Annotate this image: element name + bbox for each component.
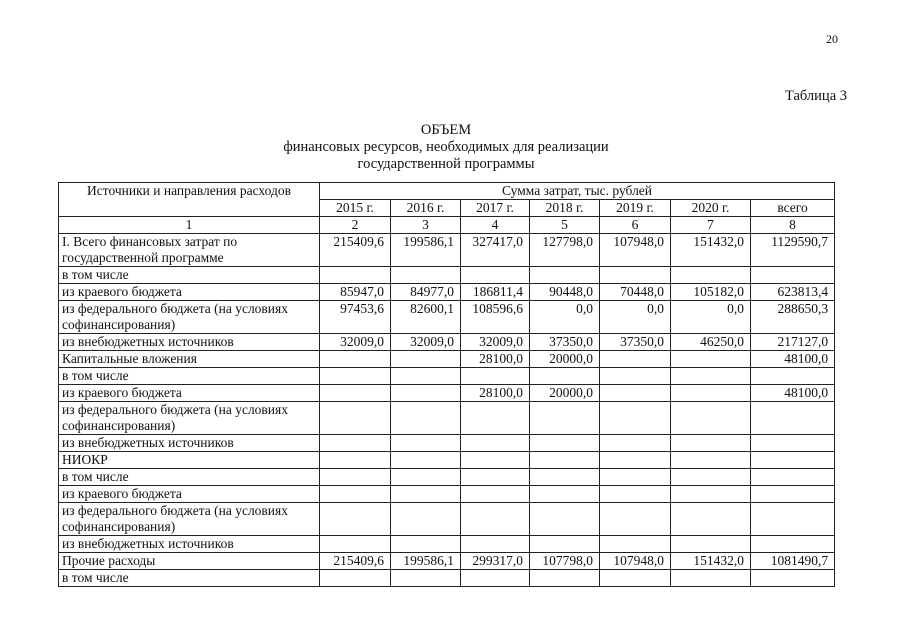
header-year: 2016 г. [391, 200, 461, 217]
row-label: из федерального бюджета (на условиях софинансирования) [59, 503, 320, 536]
heading-title: ОБЪЕМ [420, 122, 472, 138]
row-value: 28100,0 [461, 385, 530, 402]
row-value: 107948,0 [600, 553, 671, 570]
row-value [530, 267, 600, 284]
table-row [59, 385, 835, 402]
row-value: 32009,0 [320, 334, 391, 351]
table-row [59, 234, 835, 267]
row-value [461, 469, 530, 486]
table-row [59, 536, 835, 553]
row-value [530, 469, 600, 486]
row-value: 1081490,7 [751, 553, 835, 570]
row-value: 199586,1 [391, 234, 461, 267]
row-label: из внебюджетных источников [59, 536, 320, 553]
row-value: 105182,0 [671, 284, 751, 301]
row-value [391, 267, 461, 284]
row-value: 0,0 [671, 301, 751, 334]
row-value [461, 452, 530, 469]
row-value [671, 469, 751, 486]
row-value [461, 570, 530, 587]
row-value: 151432,0 [671, 234, 751, 267]
row-value [320, 368, 391, 385]
row-value [671, 570, 751, 587]
row-value [600, 368, 671, 385]
row-value: 215409,6 [320, 234, 391, 267]
row-value: 82600,1 [391, 301, 461, 334]
row-value [391, 368, 461, 385]
row-value [751, 503, 835, 536]
header-year: 2020 г. [671, 200, 751, 217]
row-value [391, 570, 461, 587]
row-label: Прочие расходы [59, 553, 320, 570]
row-value: 199586,1 [391, 553, 461, 570]
row-value: 97453,6 [320, 301, 391, 334]
row-value [671, 486, 751, 503]
row-value [530, 570, 600, 587]
row-value [600, 570, 671, 587]
row-label: в том числе [59, 368, 320, 385]
row-value: 186811,4 [461, 284, 530, 301]
row-value: 37350,0 [530, 334, 600, 351]
row-value [600, 402, 671, 435]
row-label: НИОКР [59, 452, 320, 469]
header-year: 2015 г. [320, 200, 391, 217]
row-value [600, 435, 671, 452]
header-sources: Источники и направления расходов [59, 183, 320, 217]
row-value [600, 385, 671, 402]
row-value [320, 351, 391, 368]
row-label: из внебюджетных источников [59, 334, 320, 351]
row-label: из федерального бюджета (на условиях софинансирования) [59, 402, 320, 435]
row-value [671, 368, 751, 385]
row-value [391, 536, 461, 553]
row-label: в том числе [59, 570, 320, 587]
row-value: 215409,6 [320, 553, 391, 570]
row-value [600, 267, 671, 284]
column-index-cell: 2 [320, 217, 391, 234]
row-value [320, 503, 391, 536]
row-value [600, 469, 671, 486]
column-index-row [59, 217, 835, 234]
row-value [391, 503, 461, 536]
heading-subtitle-line2: государственной программы [357, 156, 535, 172]
row-value: 327417,0 [461, 234, 530, 267]
row-label: в том числе [59, 267, 320, 284]
row-value [320, 486, 391, 503]
row-value [671, 351, 751, 368]
row-value [600, 536, 671, 553]
row-value [530, 402, 600, 435]
row-value [530, 452, 600, 469]
row-value: 70448,0 [600, 284, 671, 301]
heading-subtitle-line1: финансовых ресурсов, необходимых для реализации [283, 139, 609, 155]
table-row [59, 334, 835, 351]
row-value [461, 267, 530, 284]
row-label: из внебюджетных источников [59, 435, 320, 452]
row-value: 48100,0 [751, 385, 835, 402]
page-number: 20 [826, 32, 838, 46]
row-label: из краевого бюджета [59, 284, 320, 301]
row-value: 48100,0 [751, 351, 835, 368]
row-value [600, 452, 671, 469]
row-value [751, 452, 835, 469]
row-label: Капитальные вложения [59, 351, 320, 368]
row-value: 623813,4 [751, 284, 835, 301]
table-caption: Таблица 3 [784, 88, 847, 104]
row-value [461, 435, 530, 452]
row-value [391, 435, 461, 452]
header-year: всего [751, 200, 835, 217]
table-row [59, 570, 835, 587]
document-heading [58, 122, 834, 173]
column-index-cell: 4 [461, 217, 530, 234]
row-value [751, 402, 835, 435]
row-value: 32009,0 [391, 334, 461, 351]
row-value [320, 402, 391, 435]
row-value: 1129590,7 [751, 234, 835, 267]
row-label: из краевого бюджета [59, 486, 320, 503]
row-value [320, 469, 391, 486]
row-value [530, 486, 600, 503]
row-value [391, 402, 461, 435]
row-value [671, 385, 751, 402]
header-year: 2019 г. [600, 200, 671, 217]
table-row [59, 284, 835, 301]
row-value [461, 402, 530, 435]
row-value [530, 503, 600, 536]
table-row [59, 486, 835, 503]
row-value [671, 402, 751, 435]
header-year: 2017 г. [461, 200, 530, 217]
row-value [391, 469, 461, 486]
row-value [751, 368, 835, 385]
table-row [59, 402, 835, 435]
row-value: 127798,0 [530, 234, 600, 267]
row-value [320, 267, 391, 284]
column-index-cell: 3 [391, 217, 461, 234]
row-value [461, 536, 530, 553]
row-value [320, 385, 391, 402]
row-value [671, 452, 751, 469]
row-value: 107948,0 [600, 234, 671, 267]
table-row [59, 368, 835, 385]
row-value [320, 536, 391, 553]
row-value: 20000,0 [530, 351, 600, 368]
row-value: 84977,0 [391, 284, 461, 301]
row-value [671, 267, 751, 284]
row-value [751, 570, 835, 587]
table-row [59, 452, 835, 469]
row-value: 107798,0 [530, 553, 600, 570]
row-value [600, 503, 671, 536]
row-value [671, 435, 751, 452]
row-value: 288650,3 [751, 301, 835, 334]
table-row [59, 469, 835, 486]
table-row [59, 267, 835, 284]
column-index-cell: 1 [59, 217, 320, 234]
column-index-cell: 6 [600, 217, 671, 234]
row-value [461, 368, 530, 385]
table-row [59, 435, 835, 452]
row-value: 32009,0 [461, 334, 530, 351]
row-value [391, 486, 461, 503]
financial-resources-table [58, 182, 835, 587]
row-value [461, 503, 530, 536]
table-row [59, 553, 835, 570]
row-value [391, 385, 461, 402]
row-value: 85947,0 [320, 284, 391, 301]
row-value [671, 536, 751, 553]
row-label: в том числе [59, 469, 320, 486]
row-value [530, 536, 600, 553]
row-label: из краевого бюджета [59, 385, 320, 402]
row-value: 46250,0 [671, 334, 751, 351]
row-value: 299317,0 [461, 553, 530, 570]
row-value [391, 351, 461, 368]
row-value: 28100,0 [461, 351, 530, 368]
row-value [391, 452, 461, 469]
row-label: из федерального бюджета (на условиях софинансирования) [59, 301, 320, 334]
row-value [530, 435, 600, 452]
header-year: 2018 г. [530, 200, 600, 217]
column-index-cell: 5 [530, 217, 600, 234]
column-index-cell: 7 [671, 217, 751, 234]
row-value [320, 452, 391, 469]
row-value [751, 536, 835, 553]
row-value [751, 267, 835, 284]
row-value [600, 351, 671, 368]
row-value: 0,0 [530, 301, 600, 334]
row-value [751, 486, 835, 503]
row-value [320, 570, 391, 587]
row-value: 151432,0 [671, 553, 751, 570]
row-value [320, 435, 391, 452]
row-value [600, 486, 671, 503]
column-index-cell: 8 [751, 217, 835, 234]
table-row [59, 301, 835, 334]
row-value [530, 368, 600, 385]
header-sum: Сумма затрат, тыс. рублей [320, 183, 835, 200]
row-value: 37350,0 [600, 334, 671, 351]
table-row [59, 351, 835, 368]
header-row [59, 183, 835, 200]
row-label: I. Всего финансовых затрат по государственной программе [59, 234, 320, 267]
row-value [461, 486, 530, 503]
row-value [751, 469, 835, 486]
table-body [59, 217, 835, 587]
row-value: 20000,0 [530, 385, 600, 402]
row-value: 217127,0 [751, 334, 835, 351]
row-value: 108596,6 [461, 301, 530, 334]
row-value [751, 435, 835, 452]
row-value [671, 503, 751, 536]
row-value: 90448,0 [530, 284, 600, 301]
row-value: 0,0 [600, 301, 671, 334]
table-row [59, 503, 835, 536]
